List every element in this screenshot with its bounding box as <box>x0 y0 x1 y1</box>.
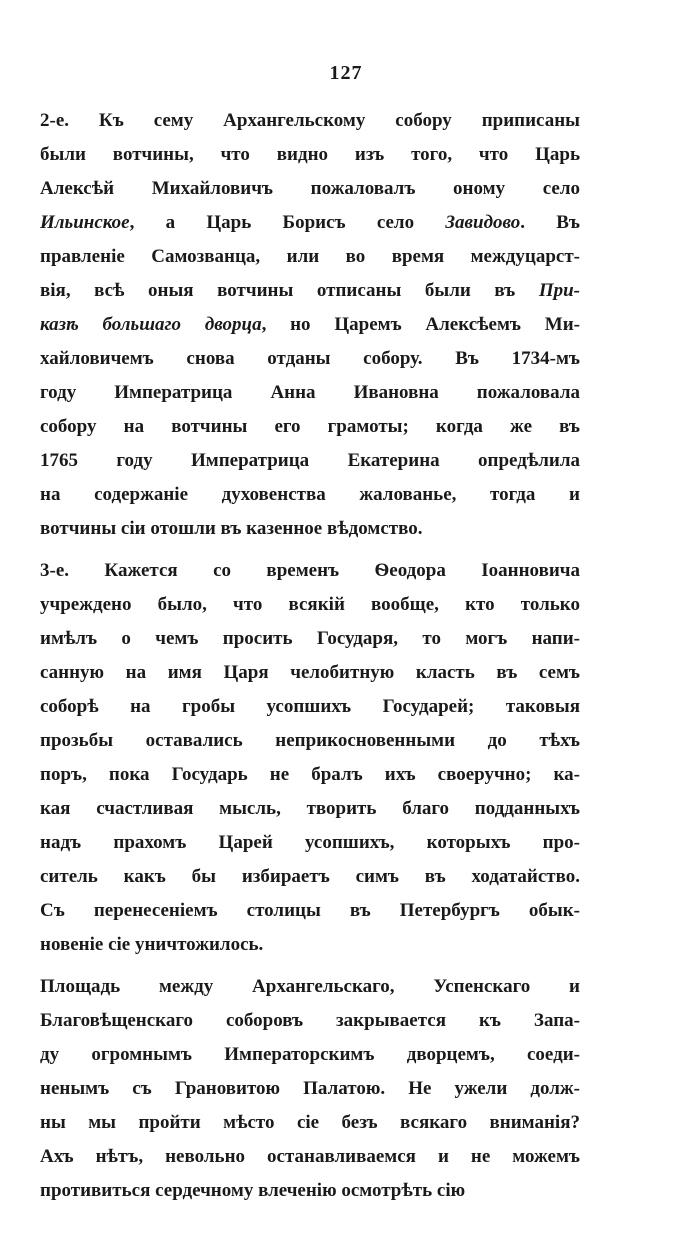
line-text: соборѣ на гробы усопшихъ Государей; таковыя <box>40 696 580 717</box>
line-text: ны мы пройти мѣсто сіе безъ всякаго вниманія? <box>40 1112 580 1133</box>
paragraph-gap <box>40 546 580 554</box>
line-text: ситель какъ бы избираетъ симъ въ ходатайство. <box>40 866 580 887</box>
text-line <box>40 376 580 410</box>
text-line <box>40 1038 580 1072</box>
text-line <box>40 928 580 962</box>
page-number: 127 <box>329 62 363 84</box>
line-text: имѣлъ о чемъ просить Государя, то могъ напи- <box>40 628 580 649</box>
line-text: ду огромнымъ Императорскимъ дворцемъ, соеди- <box>40 1044 580 1065</box>
text-line <box>40 1004 580 1038</box>
line-text: Съ перенесеніемъ столицы въ Петербургъ обык- <box>40 900 580 921</box>
paragraph <box>40 104 580 546</box>
text-line <box>40 512 580 546</box>
line-text: вія, всѣ оныя вотчины отписаны были въ <box>40 280 539 301</box>
text-line <box>40 1106 580 1140</box>
line-text: году Императрица Анна Ивановна пожаловала <box>40 382 580 403</box>
line-text: новеніе сіе уничтожилось. <box>40 934 264 955</box>
text-line <box>40 554 580 588</box>
line-text: Площадь между Архангельскаго, Успенскаго и <box>40 976 580 997</box>
text-line <box>40 138 580 172</box>
line-text: противиться сердечному влеченію осмотрѣть сію <box>40 1180 466 1201</box>
text-line <box>40 758 580 792</box>
text-line <box>40 478 580 512</box>
line-text: поръ, пока Государь не бралъ ихъ своеручно; ка- <box>40 764 580 785</box>
line-text: 3-е. Кажется со временъ Ѳеодора Іоанновича <box>40 560 580 581</box>
line-text: , а Царь Борисъ село <box>129 212 446 233</box>
text-line <box>40 724 580 758</box>
line-text: санную на имя Царя челобитную класть въ семъ <box>40 662 580 683</box>
paragraph <box>40 554 580 962</box>
text-line <box>40 1174 580 1208</box>
line-text: прозьбы оставались неприкосновенными до тѣхъ <box>40 730 580 751</box>
text-line <box>40 690 580 724</box>
text-line <box>40 792 580 826</box>
body-text <box>40 104 580 1208</box>
text-line <box>40 1072 580 1106</box>
italic-text: Завидово <box>445 212 521 233</box>
text-line <box>40 172 580 206</box>
text-line <box>40 588 580 622</box>
text-line <box>40 826 580 860</box>
text-line <box>40 274 580 308</box>
line-text: надъ прахомъ Царей усопшихъ, которыхъ про- <box>40 832 580 853</box>
italic-text: При- <box>538 280 580 301</box>
text-line <box>40 104 580 138</box>
text-line <box>40 342 580 376</box>
text-line <box>40 656 580 690</box>
line-text: Благовѣщенскаго соборовъ закрывается къ Запа- <box>40 1010 580 1031</box>
paragraph-gap <box>40 962 580 970</box>
line-text: правленіе Самозванца, или во время междуцарст- <box>40 246 580 267</box>
italic-text: Ильинское <box>40 212 130 233</box>
text-line <box>40 308 580 342</box>
line-text: кая счастливая мысль, творить благо подданныхъ <box>40 798 580 819</box>
line-text: учреждено было, что всякій вообще, кто только <box>40 594 580 615</box>
text-line <box>40 1140 580 1174</box>
line-text: собору на вотчины его грамоты; когда же въ <box>40 416 580 437</box>
line-text: ненымъ съ Грановитою Палатою. Не ужели долж- <box>40 1078 580 1099</box>
italic-text: казѣ большаго дворца <box>40 314 262 335</box>
text-line <box>40 444 580 478</box>
line-text: , но Царемъ Алексѣемъ Ми- <box>261 314 580 335</box>
line-text: . Въ <box>520 212 580 233</box>
text-line <box>40 894 580 928</box>
line-text: Алексѣй Михайловичъ пожаловалъ оному село <box>40 178 580 199</box>
text-line <box>40 206 580 240</box>
line-text: Ахъ нѣтъ, невольно останавливаемся и не можемъ <box>40 1146 580 1167</box>
text-line <box>40 622 580 656</box>
text-line <box>40 410 580 444</box>
line-text: хайловичемъ снова отданы собору. Въ 1734-мъ <box>40 348 580 369</box>
line-text: вотчины сіи отошли въ казенное вѣдомство. <box>40 518 423 539</box>
line-text: 1765 году Императрица Екатерина опредѣлила <box>40 450 580 471</box>
line-text: были вотчины, что видно изъ того, что Царь <box>40 144 580 165</box>
text-line <box>40 970 580 1004</box>
text-line <box>40 860 580 894</box>
text-line <box>40 240 580 274</box>
paragraph <box>40 970 580 1208</box>
line-text: 2-е. Къ сему Архангельскому собору приписаны <box>40 110 580 131</box>
line-text: на содержаніе духовенства жалованье, тогда и <box>40 484 580 505</box>
